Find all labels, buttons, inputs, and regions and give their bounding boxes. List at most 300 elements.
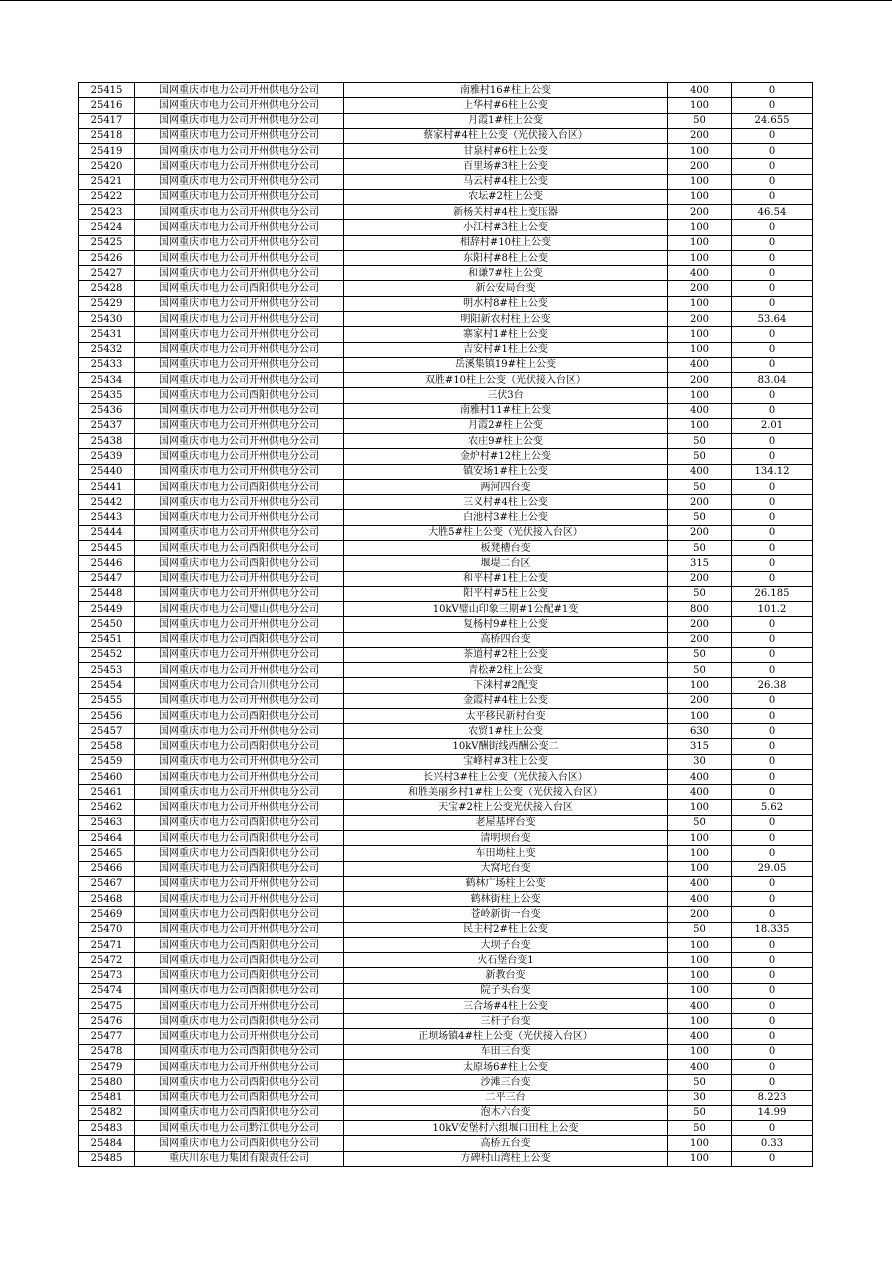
station-name-cell: 天宝#2柱上公变光伏接入台区 (344, 800, 668, 815)
station-name-cell: 高桥四台变 (344, 632, 668, 647)
table-row (79, 602, 813, 617)
row-id-cell: 25476 (79, 1014, 135, 1029)
table-row (79, 800, 813, 815)
station-name-cell: 寨家村1#柱上公变 (344, 327, 668, 342)
company-cell: 国网重庆市电力公司开州供电分公司 (135, 250, 344, 265)
capacity-cell: 100 (668, 144, 732, 159)
value-cell: 0 (732, 1060, 813, 1075)
table-row (79, 281, 813, 296)
row-id-cell: 25457 (79, 724, 135, 739)
value-cell: 0 (732, 525, 813, 540)
row-id-cell: 25461 (79, 785, 135, 800)
value-cell: 0 (732, 510, 813, 525)
company-cell: 国网重庆市电力公司酉阳供电分公司 (135, 953, 344, 968)
table-row (79, 144, 813, 159)
station-name-cell: 和平村#1柱上公变 (344, 571, 668, 586)
value-cell: 14.99 (732, 1105, 813, 1120)
table-row (79, 1029, 813, 1044)
station-name-cell: 农庄9#柱上公变 (344, 434, 668, 449)
table-row (79, 571, 813, 586)
capacity-cell: 100 (668, 235, 732, 250)
row-id-cell: 25422 (79, 189, 135, 204)
capacity-cell: 100 (668, 861, 732, 876)
station-name-cell: 板凳槽台变 (344, 540, 668, 555)
capacity-cell: 200 (668, 571, 732, 586)
capacity-cell: 30 (668, 1090, 732, 1105)
capacity-cell: 800 (668, 602, 732, 617)
value-cell: 0 (732, 907, 813, 922)
value-cell: 0 (732, 342, 813, 357)
row-id-cell: 25480 (79, 1075, 135, 1090)
capacity-cell: 100 (668, 983, 732, 998)
company-cell: 国网重庆市电力公司开州供电分公司 (135, 266, 344, 281)
station-name-cell: 大窝坨台变 (344, 861, 668, 876)
value-cell: 0 (732, 708, 813, 723)
capacity-cell: 200 (668, 907, 732, 922)
station-name-cell: 月霞2#柱上公变 (344, 418, 668, 433)
table-row (79, 479, 813, 494)
company-cell: 国网重庆市电力公司开州供电分公司 (135, 128, 344, 143)
station-name-cell: 南雅村11#柱上公变 (344, 403, 668, 418)
row-id-cell: 25424 (79, 220, 135, 235)
company-cell: 国网重庆市电力公司开州供电分公司 (135, 311, 344, 326)
row-id-cell: 25458 (79, 739, 135, 754)
row-id-cell: 25439 (79, 449, 135, 464)
capacity-cell: 30 (668, 754, 732, 769)
row-id-cell: 25429 (79, 296, 135, 311)
table-row (79, 754, 813, 769)
company-cell: 国网重庆市电力公司酉阳供电分公司 (135, 1014, 344, 1029)
value-cell: 0 (732, 495, 813, 510)
table-row (79, 449, 813, 464)
capacity-cell: 100 (668, 418, 732, 433)
capacity-cell: 100 (668, 342, 732, 357)
station-name-cell: 长兴村3#柱上公变（光伏接入台区） (344, 769, 668, 784)
company-cell: 国网重庆市电力公司开州供电分公司 (135, 464, 344, 479)
company-cell: 国网重庆市电力公司开州供电分公司 (135, 220, 344, 235)
company-cell: 国网重庆市电力公司开州供电分公司 (135, 663, 344, 678)
station-name-cell: 10kV璧山印象三期#1公配#1变 (344, 602, 668, 617)
capacity-cell: 200 (668, 525, 732, 540)
row-id-cell: 25433 (79, 357, 135, 372)
company-cell: 国网重庆市电力公司酉阳供电分公司 (135, 1075, 344, 1090)
company-cell: 国网重庆市电力公司开州供电分公司 (135, 693, 344, 708)
row-id-cell: 25460 (79, 769, 135, 784)
capacity-cell: 200 (668, 281, 732, 296)
station-name-cell: 明阳新农村柱上公变 (344, 311, 668, 326)
company-cell: 国网重庆市电力公司开州供电分公司 (135, 892, 344, 907)
station-name-cell: 正坝场镇4#柱上公变（光伏接入台区） (344, 1029, 668, 1044)
table-row (79, 785, 813, 800)
table-row (79, 205, 813, 220)
capacity-cell: 400 (668, 83, 732, 98)
value-cell: 101.2 (732, 602, 813, 617)
row-id-cell: 25447 (79, 571, 135, 586)
capacity-cell: 100 (668, 831, 732, 846)
company-cell: 国网重庆市电力公司合川供电分公司 (135, 678, 344, 693)
table-row (79, 846, 813, 861)
company-cell: 国网重庆市电力公司开州供电分公司 (135, 342, 344, 357)
value-cell: 0 (732, 189, 813, 204)
capacity-cell: 400 (668, 357, 732, 372)
row-id-cell: 25467 (79, 876, 135, 891)
row-id-cell: 25481 (79, 1090, 135, 1105)
station-name-cell: 堰堤二台区 (344, 556, 668, 571)
company-cell: 国网重庆市电力公司开州供电分公司 (135, 1029, 344, 1044)
company-cell: 国网重庆市电力公司酉阳供电分公司 (135, 281, 344, 296)
value-cell: 26.185 (732, 586, 813, 601)
station-name-cell: 火石堡台变1 (344, 953, 668, 968)
value-cell: 0 (732, 1075, 813, 1090)
value-cell: 0 (732, 876, 813, 891)
company-cell: 国网重庆市电力公司酉阳供电分公司 (135, 846, 344, 861)
capacity-cell: 50 (668, 1105, 732, 1120)
station-name-cell: 10kV安堡村六组堰口田柱上公变 (344, 1121, 668, 1136)
company-cell: 国网重庆市电力公司开州供电分公司 (135, 754, 344, 769)
table-row (79, 311, 813, 326)
capacity-cell: 100 (668, 388, 732, 403)
station-name-cell: 三杆子台变 (344, 1014, 668, 1029)
table-row (79, 998, 813, 1013)
company-cell: 国网重庆市电力公司开州供电分公司 (135, 144, 344, 159)
table-row (79, 586, 813, 601)
company-cell: 国网重庆市电力公司开州供电分公司 (135, 922, 344, 937)
station-name-cell: 高桥五台变 (344, 1136, 668, 1151)
value-cell: 0 (732, 144, 813, 159)
row-id-cell: 25449 (79, 602, 135, 617)
row-id-cell: 25469 (79, 907, 135, 922)
row-id-cell: 25450 (79, 617, 135, 632)
station-name-cell: 和谦7#柱上公变 (344, 266, 668, 281)
value-cell: 0 (732, 220, 813, 235)
capacity-cell: 100 (668, 1044, 732, 1059)
value-cell: 5.62 (732, 800, 813, 815)
row-id-cell: 25482 (79, 1105, 135, 1120)
row-id-cell: 25418 (79, 128, 135, 143)
row-id-cell: 25462 (79, 800, 135, 815)
row-id-cell: 25423 (79, 205, 135, 220)
capacity-cell: 200 (668, 311, 732, 326)
transformer-table (78, 82, 813, 1167)
capacity-cell: 50 (668, 663, 732, 678)
station-name-cell: 白池村3#柱上公变 (344, 510, 668, 525)
value-cell: 0 (732, 647, 813, 662)
row-id-cell: 25431 (79, 327, 135, 342)
table-row (79, 1136, 813, 1151)
station-name-cell: 鹤林街柱上公变 (344, 892, 668, 907)
station-name-cell: 太原场6#柱上公变 (344, 1060, 668, 1075)
company-cell: 国网重庆市电力公司酉阳供电分公司 (135, 907, 344, 922)
row-id-cell: 25474 (79, 983, 135, 998)
value-cell: 0 (732, 846, 813, 861)
station-name-cell: 农贸1#柱上公变 (344, 724, 668, 739)
company-cell: 国网重庆市电力公司酉阳供电分公司 (135, 632, 344, 647)
table-row (79, 724, 813, 739)
table-row (79, 83, 813, 98)
table-row (79, 113, 813, 128)
capacity-cell: 100 (668, 800, 732, 815)
value-cell: 0.33 (732, 1136, 813, 1151)
table-row (79, 922, 813, 937)
table-row (79, 464, 813, 479)
capacity-cell: 400 (668, 403, 732, 418)
capacity-cell: 200 (668, 617, 732, 632)
table-row (79, 540, 813, 555)
station-name-cell: 大坝子台变 (344, 937, 668, 952)
station-name-cell: 双胜#10柱上公变（光伏接入台区） (344, 373, 668, 388)
value-cell: 0 (732, 968, 813, 983)
row-id-cell: 25471 (79, 937, 135, 952)
station-name-cell: 南雅村16#柱上公变 (344, 83, 668, 98)
station-name-cell: 方碑村山湾柱上公变 (344, 1151, 668, 1166)
row-id-cell: 25479 (79, 1060, 135, 1075)
value-cell: 0 (732, 739, 813, 754)
capacity-cell: 200 (668, 632, 732, 647)
value-cell: 0 (732, 571, 813, 586)
station-name-cell: 两河四台变 (344, 479, 668, 494)
company-cell: 国网重庆市电力公司开州供电分公司 (135, 724, 344, 739)
row-id-cell: 25465 (79, 846, 135, 861)
station-name-cell: 车田坳柱上变 (344, 846, 668, 861)
company-cell: 国网重庆市电力公司开州供电分公司 (135, 327, 344, 342)
station-name-cell: 东阳村#8柱上公变 (344, 250, 668, 265)
value-cell: 0 (732, 769, 813, 784)
company-cell: 国网重庆市电力公司开州供电分公司 (135, 403, 344, 418)
company-cell: 国网重庆市电力公司开州供电分公司 (135, 357, 344, 372)
value-cell: 0 (732, 296, 813, 311)
company-cell: 国网重庆市电力公司开州供电分公司 (135, 235, 344, 250)
capacity-cell: 315 (668, 556, 732, 571)
station-name-cell: 新杨关村#4柱上变压器 (344, 205, 668, 220)
value-cell: 0 (732, 266, 813, 281)
capacity-cell: 50 (668, 1121, 732, 1136)
table-row (79, 250, 813, 265)
table-row (79, 1105, 813, 1120)
table-row (79, 1060, 813, 1075)
capacity-cell: 400 (668, 892, 732, 907)
table-row (79, 632, 813, 647)
value-cell: 2.01 (732, 418, 813, 433)
station-name-cell: 车田三台变 (344, 1044, 668, 1059)
station-name-cell: 阳平村#5柱上公变 (344, 586, 668, 601)
company-cell: 国网重庆市电力公司酉阳供电分公司 (135, 831, 344, 846)
station-name-cell: 复杨村9#柱上公变 (344, 617, 668, 632)
company-cell: 国网重庆市电力公司酉阳供电分公司 (135, 1090, 344, 1105)
company-cell: 国网重庆市电力公司酉阳供电分公司 (135, 1136, 344, 1151)
row-id-cell: 25472 (79, 953, 135, 968)
company-cell: 国网重庆市电力公司黔江供电分公司 (135, 1121, 344, 1136)
company-cell: 国网重庆市电力公司开州供电分公司 (135, 785, 344, 800)
value-cell: 83.04 (732, 373, 813, 388)
company-cell: 国网重庆市电力公司开州供电分公司 (135, 1060, 344, 1075)
station-name-cell: 三义村#4柱上公变 (344, 495, 668, 510)
capacity-cell: 100 (668, 189, 732, 204)
station-name-cell: 三伏3台 (344, 388, 668, 403)
capacity-cell: 50 (668, 586, 732, 601)
station-name-cell: 镇安场1#柱上公变 (344, 464, 668, 479)
company-cell: 国网重庆市电力公司酉阳供电分公司 (135, 540, 344, 555)
station-name-cell: 金炉村#12柱上公变 (344, 449, 668, 464)
station-name-cell: 大胜5#柱上公变（光伏接入台区） (344, 525, 668, 540)
table-row (79, 235, 813, 250)
value-cell: 0 (732, 235, 813, 250)
capacity-cell: 200 (668, 693, 732, 708)
station-name-cell: 百里场#3柱上公变 (344, 159, 668, 174)
station-name-cell: 马云村#4柱上公变 (344, 174, 668, 189)
station-name-cell: 金霞村#4柱上公变 (344, 693, 668, 708)
company-cell: 国网重庆市电力公司开州供电分公司 (135, 586, 344, 601)
company-cell: 国网重庆市电力公司开州供电分公司 (135, 434, 344, 449)
company-cell: 国网重庆市电力公司酉阳供电分公司 (135, 861, 344, 876)
capacity-cell: 100 (668, 296, 732, 311)
capacity-cell: 200 (668, 128, 732, 143)
value-cell: 26.38 (732, 678, 813, 693)
table-row (79, 617, 813, 632)
value-cell: 0 (732, 388, 813, 403)
value-cell: 0 (732, 998, 813, 1013)
row-id-cell: 25427 (79, 266, 135, 281)
capacity-cell: 100 (668, 846, 732, 861)
row-id-cell: 25438 (79, 434, 135, 449)
row-id-cell: 25443 (79, 510, 135, 525)
value-cell: 0 (732, 1014, 813, 1029)
company-cell: 国网重庆市电力公司开州供电分公司 (135, 174, 344, 189)
station-name-cell: 三合场#4柱上公变 (344, 998, 668, 1013)
row-id-cell: 25416 (79, 98, 135, 113)
station-name-cell: 甘泉村#6柱上公变 (344, 144, 668, 159)
value-cell: 0 (732, 693, 813, 708)
table-row (79, 357, 813, 372)
table-row (79, 647, 813, 662)
value-cell: 0 (732, 98, 813, 113)
value-cell: 0 (732, 357, 813, 372)
value-cell: 0 (732, 983, 813, 998)
row-id-cell: 25454 (79, 678, 135, 693)
capacity-cell: 400 (668, 1060, 732, 1075)
company-cell: 国网重庆市电力公司开州供电分公司 (135, 998, 344, 1013)
value-cell: 0 (732, 1151, 813, 1166)
row-id-cell: 25473 (79, 968, 135, 983)
station-name-cell: 院子头台变 (344, 983, 668, 998)
station-name-cell: 苍岭新街一台变 (344, 907, 668, 922)
capacity-cell: 200 (668, 159, 732, 174)
table-row (79, 1090, 813, 1105)
company-cell: 国网重庆市电力公司酉阳供电分公司 (135, 937, 344, 952)
table-row (79, 189, 813, 204)
company-cell: 国网重庆市电力公司开州供电分公司 (135, 647, 344, 662)
row-id-cell: 25442 (79, 495, 135, 510)
row-id-cell: 25477 (79, 1029, 135, 1044)
table-row (79, 159, 813, 174)
table-row (79, 861, 813, 876)
table-row (79, 769, 813, 784)
row-id-cell: 25440 (79, 464, 135, 479)
station-name-cell: 新教台变 (344, 968, 668, 983)
table-row (79, 983, 813, 998)
value-cell: 0 (732, 632, 813, 647)
table-row (79, 708, 813, 723)
value-cell: 0 (732, 754, 813, 769)
value-cell: 0 (732, 1029, 813, 1044)
table-row (79, 693, 813, 708)
value-cell: 0 (732, 1121, 813, 1136)
table-row (79, 831, 813, 846)
company-cell: 国网重庆市电力公司酉阳供电分公司 (135, 1105, 344, 1120)
capacity-cell: 200 (668, 373, 732, 388)
capacity-cell: 400 (668, 998, 732, 1013)
row-id-cell: 25441 (79, 479, 135, 494)
row-id-cell: 25436 (79, 403, 135, 418)
value-cell: 0 (732, 1044, 813, 1059)
company-cell: 国网重庆市电力公司开州供电分公司 (135, 98, 344, 113)
value-cell: 0 (732, 83, 813, 98)
capacity-cell: 400 (668, 769, 732, 784)
value-cell: 0 (732, 815, 813, 830)
capacity-cell: 400 (668, 1029, 732, 1044)
company-cell: 国网重庆市电力公司开州供电分公司 (135, 373, 344, 388)
value-cell: 24.655 (732, 113, 813, 128)
station-name-cell: 月霞1#柱上公变 (344, 113, 668, 128)
row-id-cell: 25435 (79, 388, 135, 403)
company-cell: 国网重庆市电力公司开州供电分公司 (135, 769, 344, 784)
company-cell: 国网重庆市电力公司酉阳供电分公司 (135, 739, 344, 754)
value-cell: 0 (732, 785, 813, 800)
company-cell: 国网重庆市电力公司开州供电分公司 (135, 571, 344, 586)
row-id-cell: 25432 (79, 342, 135, 357)
company-cell: 国网重庆市电力公司酉阳供电分公司 (135, 479, 344, 494)
row-id-cell: 25475 (79, 998, 135, 1013)
table-row (79, 876, 813, 891)
table-row (79, 495, 813, 510)
value-cell: 29.05 (732, 861, 813, 876)
table-row (79, 266, 813, 281)
table-row (79, 739, 813, 754)
row-id-cell: 25426 (79, 250, 135, 265)
company-cell: 国网重庆市电力公司开州供电分公司 (135, 113, 344, 128)
capacity-cell: 100 (668, 937, 732, 952)
row-id-cell: 25446 (79, 556, 135, 571)
station-name-cell: 新公安局台变 (344, 281, 668, 296)
row-id-cell: 25459 (79, 754, 135, 769)
station-name-cell: 农坛#2柱上公变 (344, 189, 668, 204)
row-id-cell: 25428 (79, 281, 135, 296)
capacity-cell: 50 (668, 815, 732, 830)
row-id-cell: 25463 (79, 815, 135, 830)
table-row (79, 953, 813, 968)
row-id-cell: 25448 (79, 586, 135, 601)
table-row (79, 327, 813, 342)
table-row (79, 510, 813, 525)
capacity-cell: 100 (668, 1151, 732, 1166)
capacity-cell: 100 (668, 98, 732, 113)
station-name-cell: 相辞村#10柱上公变 (344, 235, 668, 250)
capacity-cell: 50 (668, 510, 732, 525)
table-row (79, 968, 813, 983)
capacity-cell: 50 (668, 922, 732, 937)
table-row (79, 388, 813, 403)
station-name-cell: 明水村8#柱上公变 (344, 296, 668, 311)
value-cell: 0 (732, 617, 813, 632)
capacity-cell: 50 (668, 434, 732, 449)
row-id-cell: 25453 (79, 663, 135, 678)
company-cell: 重庆川东电力集团有限责任公司 (135, 1151, 344, 1166)
value-cell: 0 (732, 281, 813, 296)
station-name-cell: 清明坝台变 (344, 831, 668, 846)
company-cell: 国网重庆市电力公司开州供电分公司 (135, 449, 344, 464)
value-cell: 0 (732, 128, 813, 143)
capacity-cell: 315 (668, 739, 732, 754)
row-id-cell: 25468 (79, 892, 135, 907)
